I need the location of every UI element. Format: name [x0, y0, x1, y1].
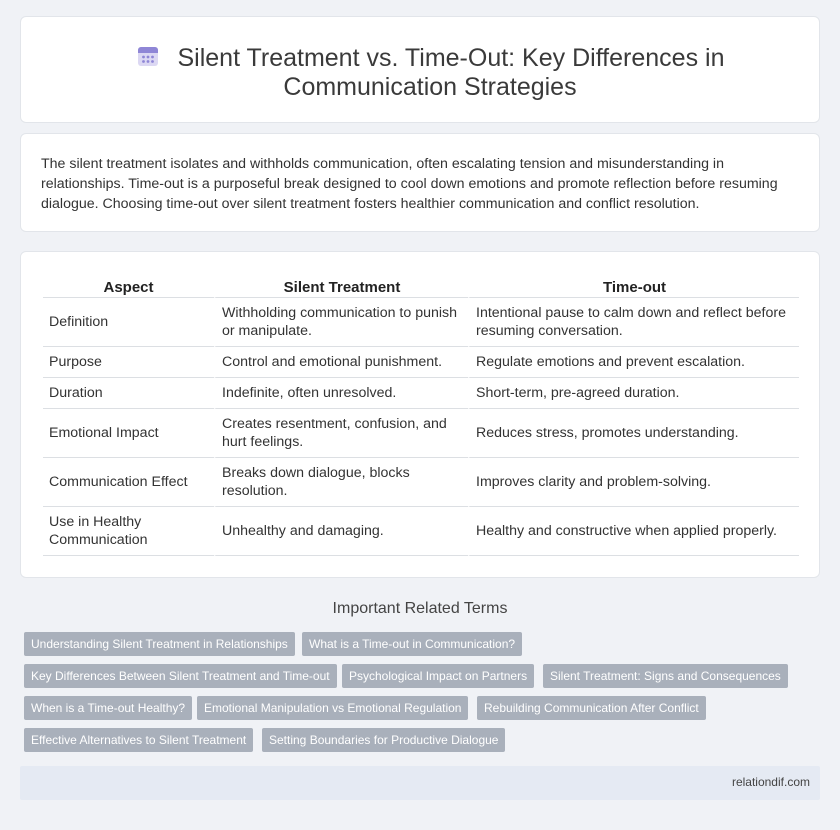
related-tag[interactable]: Rebuilding Communication After Conflict: [477, 696, 706, 720]
table-cell: Control and emotional punishment.: [214, 347, 468, 378]
table-header-row: [43, 278, 799, 298]
related-tag[interactable]: Psychological Impact on Partners: [342, 664, 534, 688]
table-row: [43, 507, 799, 556]
table-row: [43, 378, 799, 409]
comparison-card: [20, 251, 820, 578]
page-title-text: Silent Treatment vs. Time-Out: Key Differences in Communication Strategies: [177, 44, 725, 101]
title-card: [20, 16, 820, 123]
table-row: [43, 347, 799, 378]
table-cell: Definition: [43, 298, 214, 347]
calendar-icon: [136, 44, 160, 68]
table-row: [43, 458, 799, 507]
comparison-table: [43, 278, 799, 556]
table-cell: Regulate emotions and prevent escalation.: [468, 347, 799, 378]
table-row: [43, 298, 799, 347]
footer: [20, 766, 820, 800]
table-cell: Short-term, pre-agreed duration.: [468, 378, 799, 409]
page-title: [61, 44, 799, 102]
footer-site[interactable]: relationdif.com: [731, 775, 810, 789]
related-tag[interactable]: Setting Boundaries for Productive Dialogue: [262, 728, 505, 752]
table-cell: Improves clarity and problem-solving.: [468, 458, 799, 507]
table-cell: Intentional pause to calm down and reflect before resuming conversation.: [468, 298, 799, 347]
table-cell: Breaks down dialogue, blocks resolution.: [214, 458, 468, 507]
table-cell: Unhealthy and damaging.: [214, 507, 468, 556]
related-tag[interactable]: Understanding Silent Treatment in Relationships: [24, 632, 295, 656]
table-cell: Creates resentment, confusion, and hurt feelings.: [214, 409, 468, 458]
header-aspect: Aspect: [43, 278, 214, 298]
related-terms-heading: Important Related Terms: [332, 600, 508, 617]
table-cell: Indefinite, often unresolved.: [214, 378, 468, 409]
table-cell: Purpose: [43, 347, 214, 378]
related-tag[interactable]: Emotional Manipulation vs Emotional Regulation: [197, 696, 468, 720]
related-tag[interactable]: What is a Time-out in Communication?: [302, 632, 522, 656]
table-cell: Withholding communication to punish or manipulate.: [214, 298, 468, 347]
intro-paragraph: The silent treatment isolates and withholds communication, often escalating tension and misunderstanding in relationships. Time-out is a purposeful break designed to cool down emotions and promote reflection before resuming dialogue. Choosing time-out over silent treatment fosters healthier communication and conflict resolution.: [41, 156, 778, 212]
header-silent-treatment: Silent Treatment: [214, 278, 468, 298]
table-cell: Emotional Impact: [43, 409, 214, 458]
table-cell: Healthy and constructive when applied properly.: [468, 507, 799, 556]
table-cell: Duration: [43, 378, 214, 409]
table-cell: Use in Healthy Communication: [43, 507, 214, 556]
related-tag[interactable]: Effective Alternatives to Silent Treatment: [24, 728, 253, 752]
intro-card: [20, 133, 820, 232]
related-tag[interactable]: Key Differences Between Silent Treatment and Time-out: [24, 664, 337, 688]
related-tag[interactable]: When is a Time-out Healthy?: [24, 696, 192, 720]
header-time-out: Time-out: [468, 278, 799, 298]
table-cell: Communication Effect: [43, 458, 214, 507]
table-cell: Reduces stress, promotes understanding.: [468, 409, 799, 458]
related-tag[interactable]: Silent Treatment: Signs and Consequences: [543, 664, 788, 688]
table-row: [43, 409, 799, 458]
